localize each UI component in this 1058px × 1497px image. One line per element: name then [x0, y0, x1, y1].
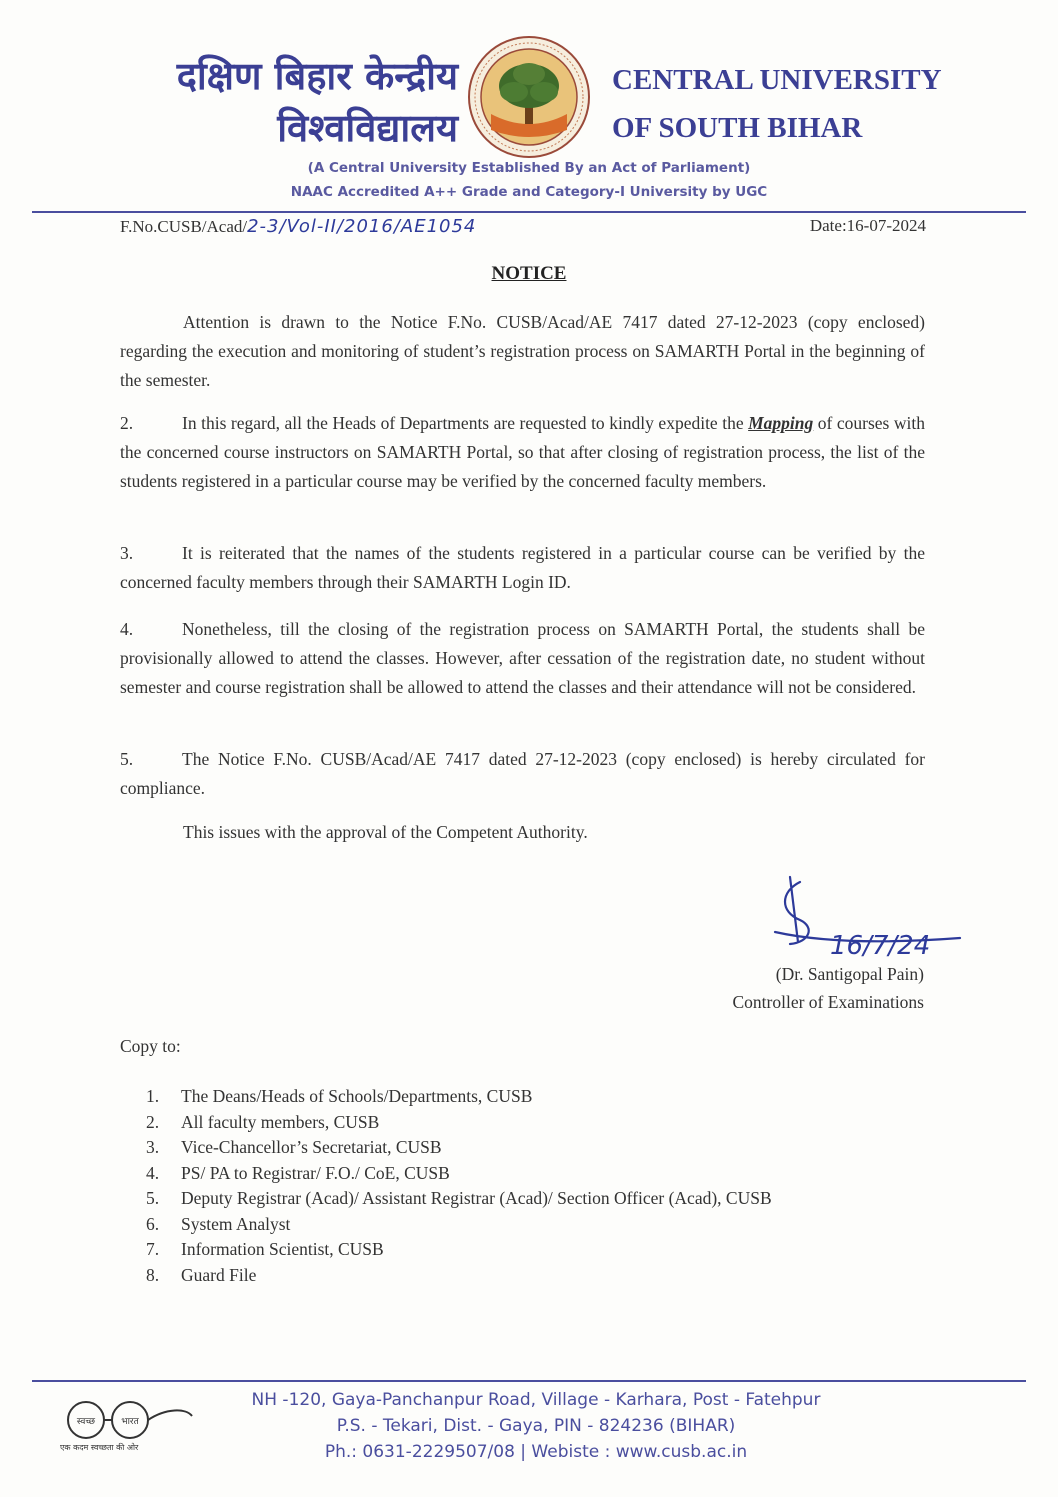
copy-to-label: Copy to: — [120, 1036, 181, 1056]
paragraph-3-number: 3. — [120, 543, 134, 563]
logo-caption: एक कदम स्वच्छता की ओर — [60, 1443, 139, 1452]
footer-address — [236, 1387, 836, 1465]
hindi-name-line1: दक्षिण बिहार केन्द्रीय — [176, 54, 458, 98]
english-name-line1: CENTRAL UNIVERSITY — [612, 64, 942, 96]
list-item: 5. Deputy Registrar (Acad)/ Assistant Registrar (Acad)/ Section Officer (Acad), CUSB — [146, 1188, 772, 1208]
notice-date: Date:16-07-2024 — [809, 216, 926, 235]
footer-address-line1: NH -120, Gaya-Panchanpur Road, Village - Karhara, Post - Fatehpur — [251, 1390, 821, 1410]
paragraph-4-number: 4. — [120, 619, 134, 639]
copy-to-list — [146, 1084, 906, 1288]
file-reference-prefix: F.No.CUSB/Acad/ — [120, 217, 248, 236]
paragraph-5 — [120, 745, 925, 803]
handwritten-signature — [760, 872, 970, 972]
swachh-bharat-logo — [56, 1398, 196, 1454]
paragraph-4-text: Nonetheless, till the closing of the registration process on SAMARTH Portal, the students shall be provisionally allowed to attend the classes. However, after cessation of the registration date, no student without semester and course registration shall be allowed to attend the classes and their attendance will not be considered. — [120, 619, 925, 697]
paragraph-2-text-end: of courses with the concerned course instructors on SAMARTH Portal, so that after closing of registration process, the list of the students registered in a particular course may be verified by the concerned faculty members. — [120, 413, 925, 491]
english-name-line2: OF SOUTH BIHAR — [612, 112, 863, 144]
signatory-name: (Dr. Santigopal Pain) — [775, 964, 924, 984]
university-name-hindi — [118, 50, 458, 154]
list-item: 2. All faculty members, CUSB — [146, 1111, 380, 1132]
list-item: 7. Information Scientist, CUSB — [146, 1239, 384, 1259]
paragraph-2-text-start: In this regard, all the Heads of Departments are requested to kindly expedite the — [182, 413, 744, 433]
university-seal-logo — [466, 34, 592, 160]
list-item: 1. The Deans/Heads of Schools/Departments, CUSB — [146, 1086, 533, 1106]
list-item: 3. Vice-Chancellor’s Secretariat, CUSB — [146, 1137, 442, 1157]
footer-divider — [32, 1380, 1026, 1382]
paragraph-2-number: 2. — [120, 413, 134, 433]
signatory-designation: Controller of Examinations — [732, 992, 924, 1012]
header-divider — [32, 211, 1026, 213]
list-item: 6. System Analyst — [146, 1213, 291, 1234]
notice-title: NOTICE — [491, 263, 567, 284]
accreditation-subtitle: NAAC Accredited A++ Grade and Category-I University by UGC — [290, 184, 768, 200]
signatory-block — [733, 960, 925, 1016]
list-item: 8. Guard File — [146, 1264, 257, 1285]
logo-text-left: स्वच्छ — [76, 1417, 96, 1427]
signature-date: 16/7/24 — [830, 931, 931, 961]
paragraph-3 — [120, 539, 925, 597]
footer-contact-line: Ph.: 0631-2229507/08 | Webiste : www.cusb.ac.in — [324, 1442, 748, 1462]
paragraph-3-text: It is reiterated that the names of the students registered in a particular course can be verified by the concerned faculty members through their SAMARTH Login ID. — [120, 543, 925, 592]
list-item: 4. PS/ PA to Registrar/ F.O./ CoE, CUSB — [146, 1162, 450, 1183]
paragraph-2 — [120, 409, 925, 496]
paragraph-5-text: The Notice F.No. CUSB/Acad/AE 7417 dated 27-12-2023 (copy enclosed) is hereby circulated for compliance. — [120, 749, 925, 798]
hindi-name-line2: विश्वविद्यालय — [277, 106, 458, 150]
file-reference — [120, 216, 476, 237]
footer-address-line2: P.S. - Tekari, Dist. - Gaya, PIN - 824236 (BIHAR) — [336, 1416, 736, 1436]
paragraph-4 — [120, 615, 925, 702]
establishment-subtitle: (A Central University Established By an Act of Parliament) — [307, 160, 751, 176]
mapping-emphasis: Mapping — [748, 413, 814, 433]
paragraph-1: Attention is drawn to the Notice F.No. CUSB/Acad/AE 7417 dated 27-12-2023 (copy enclosed) regarding the execution and monitoring of student’s registration process on SAMARTH Portal in the beginning of the semester. — [120, 312, 925, 390]
paragraph-5-number: 5. — [120, 749, 134, 769]
file-reference-handwritten: 2-3/Vol-II/2016/AE1054 — [247, 216, 477, 237]
approval-statement: This issues with the approval of the Competent Authority. — [183, 822, 588, 842]
university-name-english — [612, 56, 942, 152]
logo-text-right: भारत — [121, 1417, 139, 1427]
